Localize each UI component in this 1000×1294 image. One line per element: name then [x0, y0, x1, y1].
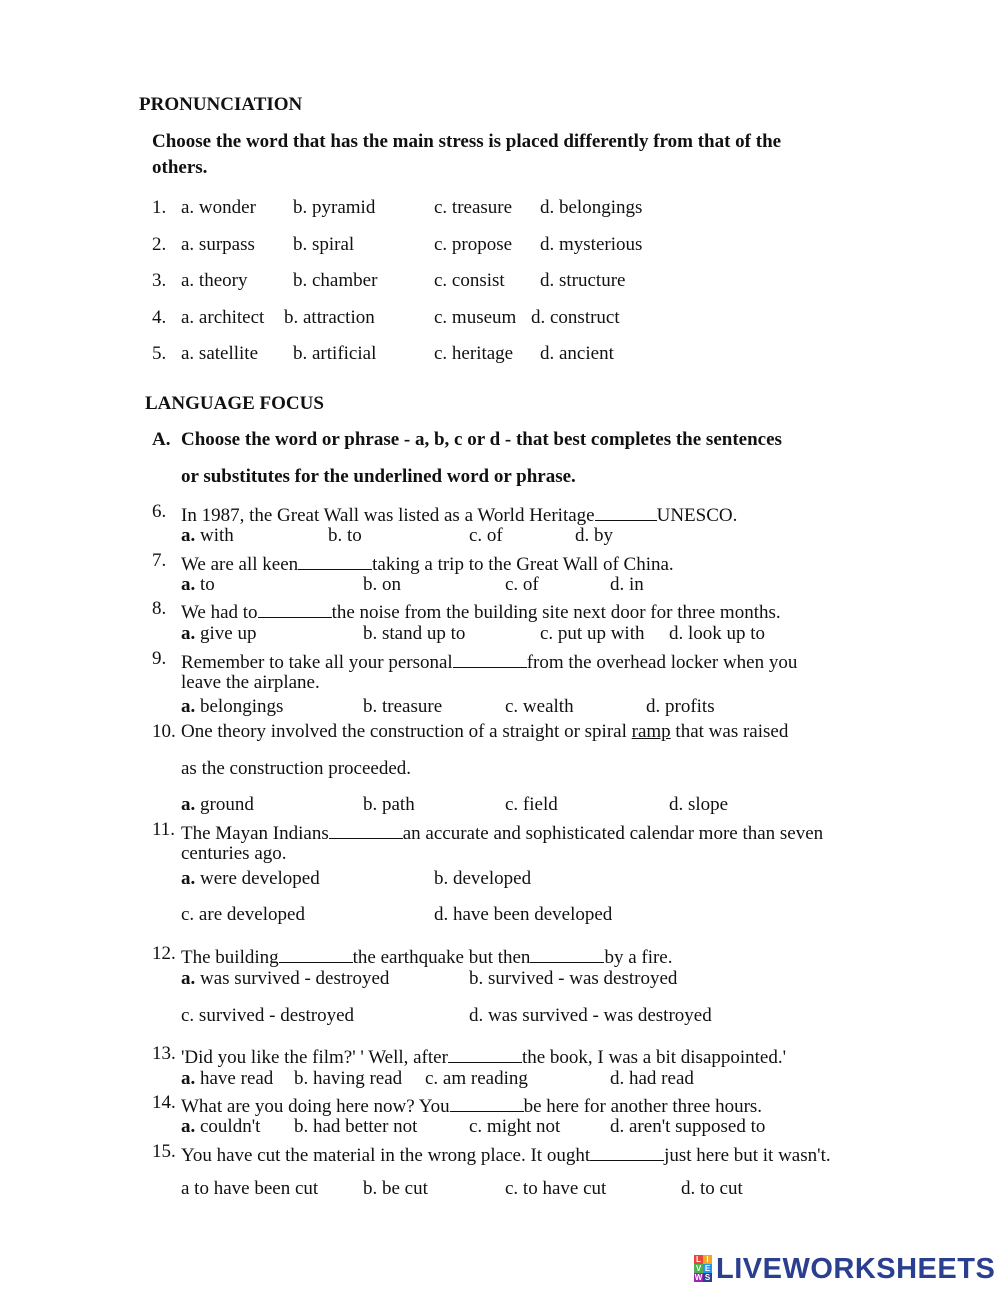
answer-blank[interactable] — [279, 943, 353, 963]
item-number: 5. — [152, 343, 167, 364]
answer-blank[interactable] — [530, 943, 604, 963]
answer-blank[interactable] — [258, 598, 332, 618]
option-b: b. pyramid — [293, 197, 376, 218]
question-number: 15. — [152, 1141, 176, 1162]
option-d: d. mysterious — [540, 234, 643, 255]
answer-blank[interactable] — [298, 550, 372, 570]
option-d: d. ancient — [540, 343, 614, 364]
option-a: a. theory — [181, 270, 248, 291]
question-number: 14. — [152, 1092, 176, 1113]
option-c: c. survived - destroyed — [181, 1005, 355, 1026]
option-b: b. developed — [434, 868, 532, 889]
pronunciation-instruction: Choose the word that has the main stress is placed differently from that of the — [152, 131, 782, 152]
option-d: d. to cut — [681, 1178, 743, 1199]
question-number: 9. — [152, 648, 167, 669]
option-b: b. be cut — [363, 1178, 428, 1199]
option-d: d. by — [575, 525, 613, 546]
option-b: b. attraction — [284, 307, 375, 328]
question-stem-line2: centuries ago. — [181, 843, 287, 864]
option-b: b. survived - was destroyed — [469, 968, 678, 989]
question-stem: The building the earthquake but then by a fire. — [181, 943, 673, 969]
item-number: 2. — [152, 234, 167, 255]
option-a: a. with — [181, 525, 234, 546]
option-d: d. structure — [540, 270, 626, 291]
item-number: 4. — [152, 307, 167, 328]
option-b: b. having read — [294, 1068, 403, 1089]
question-number: 10. — [152, 721, 176, 742]
option-b: b. path — [363, 794, 415, 815]
question-stem: We are all keen taking a trip to the Great Wall of China. — [181, 550, 674, 576]
question-number: 7. — [152, 550, 167, 571]
answer-blank[interactable] — [329, 819, 403, 839]
option-c: c. might not — [469, 1116, 561, 1137]
option-d: d. had read — [610, 1068, 694, 1089]
option-a: a. give up — [181, 623, 257, 644]
language-instruction: Choose the word or phrase - a, b, c or d - that best completes the sentences — [181, 429, 782, 450]
answer-blank[interactable] — [590, 1141, 664, 1161]
option-c: c. to have cut — [505, 1178, 607, 1199]
question-number: 11. — [152, 819, 176, 840]
answer-blank[interactable] — [453, 648, 527, 668]
option-d: d. construct — [531, 307, 620, 328]
language-instruction-line2: or substitutes for the underlined word or phrase. — [181, 466, 576, 487]
question-stem: Remember to take all your personal from the overhead locker when you — [181, 648, 797, 674]
option-c: c. heritage — [434, 343, 514, 364]
option-d: d. in — [610, 574, 644, 595]
answer-blank[interactable] — [595, 501, 657, 521]
question-number: 6. — [152, 501, 167, 522]
option-b: b. artificial — [293, 343, 377, 364]
option-a: a. architect — [181, 307, 265, 328]
option-b: b. to — [328, 525, 362, 546]
question-stem: The Mayan Indians an accurate and sophisticated calendar more than seven — [181, 819, 823, 845]
option-c: c. am reading — [425, 1068, 528, 1089]
option-a: a. ground — [181, 794, 254, 815]
option-b: b. spiral — [293, 234, 355, 255]
question-stem: What are you doing here now? You be here for another three hours. — [181, 1092, 762, 1118]
option-c: c. consist — [434, 270, 505, 291]
question-stem: We had to the noise from the building site next door for three months. — [181, 598, 781, 624]
option-c: c. of — [505, 574, 539, 595]
pronunciation-instruction-line2: others. — [152, 157, 208, 178]
option-b: b. stand up to — [363, 623, 466, 644]
liveworksheets-logo-icon: L I V E W S — [694, 1255, 711, 1282]
question-stem-line2: leave the airplane. — [181, 672, 320, 693]
question-number: 8. — [152, 598, 167, 619]
question-stem-line2: as the construction proceeded. — [181, 758, 412, 779]
section-heading-language-focus: LANGUAGE FOCUS — [145, 393, 324, 414]
option-b: b. had better not — [294, 1116, 418, 1137]
option-c: c. treasure — [434, 197, 513, 218]
item-number: 3. — [152, 270, 167, 291]
option-c: c. propose — [434, 234, 513, 255]
option-d: d. slope — [669, 794, 729, 815]
question-stem: One theory involved the construction of a straight or spiral ramp that was raised — [181, 721, 789, 742]
question-stem: You have cut the material in the wrong place. It ought just here but it wasn't. — [181, 1141, 831, 1167]
option-c: c. field — [505, 794, 558, 815]
option-a: a. belongings — [181, 696, 284, 717]
option-d: d. was survived - was destroyed — [469, 1005, 712, 1026]
option-a: a. wonder — [181, 197, 256, 218]
item-number: 1. — [152, 197, 167, 218]
option-c: c. wealth — [505, 696, 574, 717]
answer-blank[interactable] — [450, 1092, 524, 1112]
option-d: d. aren't supposed to — [610, 1116, 766, 1137]
option-c: c. put up with — [540, 623, 645, 644]
question-stem: 'Did you like the film?' ' Well, after the book, I was a bit disappointed.' — [181, 1043, 786, 1069]
option-d: d. belongings — [540, 197, 643, 218]
option-b: b. chamber — [293, 270, 378, 291]
answer-blank[interactable] — [448, 1043, 522, 1063]
underlined-word: ramp — [631, 721, 671, 742]
option-a: a. satellite — [181, 343, 259, 364]
option-a: a to have been cut — [181, 1178, 319, 1199]
option-c: c. are developed — [181, 904, 305, 925]
section-heading-pronunciation: PRONUNCIATION — [139, 94, 303, 115]
option-c: c. museum — [434, 307, 517, 328]
question-stem: In 1987, the Great Wall was listed as a World Heritage UNESCO. — [181, 501, 737, 527]
option-d: d. look up to — [669, 623, 766, 644]
option-b: b. on — [363, 574, 401, 595]
part-label: A. — [152, 429, 171, 450]
option-a: a. couldn't — [181, 1116, 261, 1137]
option-a: a. surpass — [181, 234, 255, 255]
option-a: a. was survived - destroyed — [181, 968, 390, 989]
option-a: a. were developed — [181, 868, 320, 889]
option-d: d. profits — [646, 696, 715, 717]
option-b: b. treasure — [363, 696, 443, 717]
option-d: d. have been developed — [434, 904, 613, 925]
question-number: 13. — [152, 1043, 176, 1064]
option-c: c. of — [469, 525, 503, 546]
question-number: 12. — [152, 943, 176, 964]
option-a: a. to — [181, 574, 215, 595]
option-a: a. have read — [181, 1068, 274, 1089]
liveworksheets-logo-text: LIVEWORKSHEETS — [716, 1252, 996, 1285]
liveworksheets-logo[interactable] — [694, 1254, 995, 1284]
